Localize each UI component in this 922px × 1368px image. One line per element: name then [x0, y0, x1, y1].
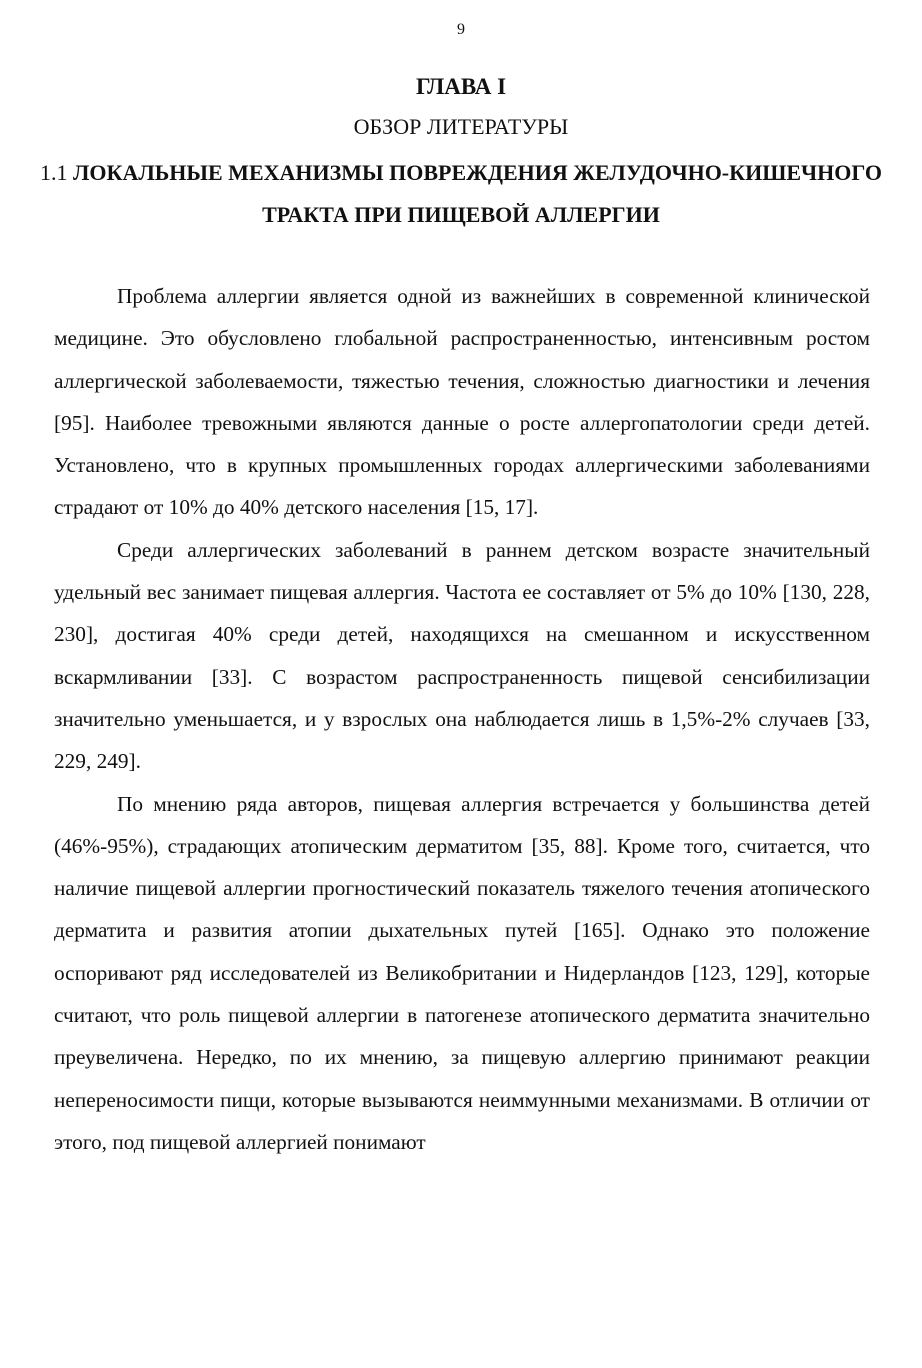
section-title: ЛОКАЛЬНЫЕ МЕХАНИЗМЫ ПОВРЕЖДЕНИЯ ЖЕЛУДОЧНО-КИШЕЧНОГО ТРАКТА ПРИ ПИЩЕВОЙ АЛЛЕРГИИ: [73, 160, 882, 227]
paragraph: Среди аллергических заболеваний в раннем детском возрасте значительный удельный вес занимает пищевая аллергия. Частота ее составляет от 5% до 10% [130, 228, 230], достигая 40% среди детей, находящихся на смешанном и искусственном вскармливании [33]. С возрастом распространенность пищевой сенсибилизации значительно уменьшается, и у взрослых она наблюдается лишь в 1,5%-2% случаев [33, 229, 249].: [54, 537, 870, 774]
paragraph: По мнению ряда авторов, пищевая аллергия встречается у большинства детей (46%-95%), страдающих атопическим дерматитом [35, 88]. Кроме того, считается, что наличие пищевой аллергии прогностический показатель тяжелого течения атопического дерматита и развития атопии дыхательных путей [165]. Однако это положение оспоривают ряд исследователей из Великобритании и Нидерландов [123, 129], которые считают, что роль пищевой аллергии в патогенезе атопического дерматита значительно преувеличена. Нередко, по их мнению, за пищевую аллергию принимают реакции непереносимости пищи, которые вызываются неиммунными механизмами. В отличии от этого, под пищевой аллергией понимают: [54, 791, 870, 1154]
body-text: [54, 275, 870, 1163]
chapter-subtitle: ОБЗОР ЛИТЕРАТУРЫ: [353, 114, 569, 139]
chapter-heading: ГЛАВА I: [415, 74, 507, 99]
section-heading: [40, 152, 882, 236]
paragraph: Проблема аллергии является одной из важнейших в современной клинической медицине. Это обусловлено глобальной распространенностью, интенсивным ростом аллергической заболеваемости, тяжестью течения, сложностью диагностики и лечения [95]. Наиболее тревожными являются данные о росте аллергопатологии среди детей. Установлено, что в крупных промышленных городах аллергическими заболеваниями страдают от 10% до 40% детского населения [15, 17].: [54, 284, 870, 520]
section-number: 1.1: [40, 160, 68, 185]
page-number: 9: [457, 21, 465, 38]
